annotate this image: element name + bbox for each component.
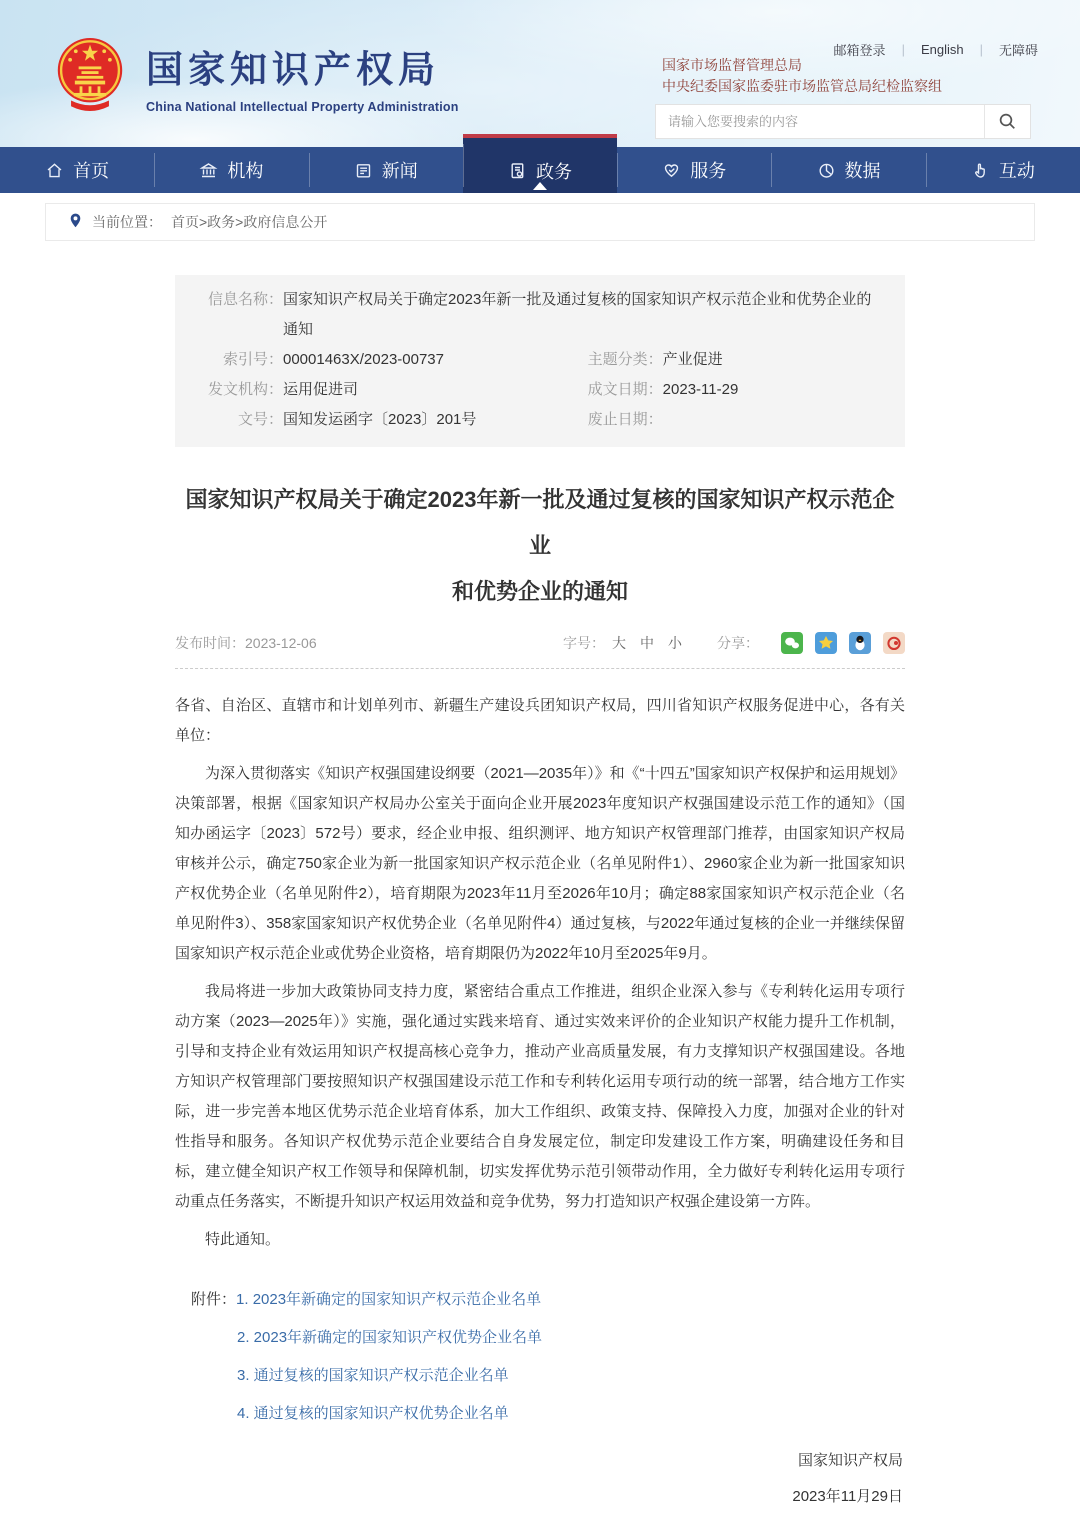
paragraph-3: 特此通知。 — [205, 1230, 281, 1248]
info-topic-value: 产业促进 — [662, 351, 723, 368]
qq-share-icon[interactable] — [849, 632, 871, 654]
nav-tab-interact[interactable]: 互动 — [926, 147, 1080, 193]
search-button[interactable] — [984, 105, 1030, 138]
discipline-inspection-link[interactable]: 中央纪委国家监委驻市场监管总局纪检监察组 — [662, 78, 942, 94]
site-name-english: China National Intellectual Property Administration — [146, 100, 459, 114]
mail-login-link[interactable]: 邮箱登录 — [833, 43, 886, 58]
info-name-label: 信息名称： — [207, 291, 283, 308]
nav-tab-home[interactable]: 首页 — [0, 147, 154, 193]
search-input[interactable] — [656, 105, 984, 138]
wechat-share-icon[interactable] — [781, 632, 803, 654]
interact-icon — [971, 161, 990, 180]
main-nav — [0, 147, 1080, 193]
nav-tab-gov-affairs[interactable]: 政务 — [463, 134, 617, 193]
salutation: 各省、自治区、直辖市和计划单列市、新疆生产建设兵团知识产权局，四川省知识产权服务促进中心，各有关单位： — [175, 696, 905, 744]
home-icon — [45, 161, 64, 180]
paragraph-2: 我局将进一步加大政策协同支持力度，紧密结合重点工作推进，组织企业深入参与《专利转化运用专项行动方案（2023—2025年）》实施，强化通过实践来培育、通过实效来评价的企业知识产权能力提升工作机制，引导和支持企业有效运用知识产权提高核心竞争力，推动产业高质量发展，有力支撑知识产权强国建设。各地方知识产权管理部门要按照知识产权强国建设示范工作和专利转化运用专项行动的统一部署，结合地方工作实际，进一步完善本地区优势示范企业培育体系，加大工作组织、政策支持、保障投入力度，加强对企业的针对性指导和服务。各知识产权优势示范企业要结合自身发展定位，制定印发建设工作方案，明确建设任务和目标，建立健全知识产权工作领导和保障机制，切实发挥优势示范引领带动作用，全力做好专利转化运用专项行动重点任务落实，不断提升知识产权运用效益和竞争优势，努力打造知识产权强企建设第一方阵。 — [175, 982, 905, 1210]
font-size-medium-button[interactable]: 中 — [640, 634, 654, 651]
document-title: 国家知识产权局关于确定2023年新一批及通过复核的国家知识产权示范企业 和优势企业的通知 — [185, 487, 895, 605]
info-index-value: 00001463X/2023-00737 — [283, 351, 444, 368]
search-icon — [998, 112, 1017, 131]
signature-org: 国家知识产权局 — [797, 1451, 903, 1469]
breadcrumb-path[interactable]: 首页>政务>政府信息公开 — [171, 214, 328, 230]
attachments-list — [175, 1281, 905, 1433]
info-index-label: 索引号： — [222, 351, 283, 368]
divider: | — [979, 42, 983, 57]
data-icon — [817, 161, 836, 180]
document-signature — [175, 1443, 905, 1515]
publish-date: 2023-12-06 — [245, 634, 317, 651]
related-org-links — [662, 55, 942, 97]
info-repeal-label: 废止日期： — [587, 411, 663, 428]
service-icon — [662, 161, 681, 180]
nav-tab-data[interactable]: 数据 — [771, 147, 925, 193]
attachment-link-3[interactable]: 3. 通过复核的国家知识产权示范企业名单 — [237, 1366, 509, 1384]
weibo-share-icon[interactable] — [883, 632, 905, 654]
site-logo[interactable] — [54, 34, 459, 119]
english-link[interactable]: English — [920, 42, 964, 57]
nav-tab-institution[interactable]: 机构 — [154, 147, 308, 193]
signature-date: 2023年11月29日 — [792, 1487, 903, 1505]
institution-icon — [199, 161, 218, 180]
breadcrumb-label: 当前位置： — [92, 214, 162, 230]
info-agency-value: 运用促进司 — [283, 381, 359, 398]
nav-tab-service[interactable]: 服务 — [617, 147, 771, 193]
site-header — [0, 0, 1080, 147]
page-content — [45, 241, 1035, 1515]
font-size-small-button[interactable]: 小 — [668, 634, 682, 651]
info-name-value: 国家知识产权局关于确定2023年新一批及通过复核的国家知识产权示范企业和优势企业的通知 — [283, 291, 872, 338]
publish-time: 发布时间：2023-12-06 — [175, 634, 317, 651]
site-search — [655, 104, 1031, 139]
national-emblem-icon — [54, 34, 126, 119]
info-docno-value: 国知发运函字〔2023〕201号 — [283, 411, 477, 428]
accessibility-link[interactable]: 无障碍 — [998, 43, 1038, 58]
font-size-large-button[interactable]: 大 — [612, 634, 626, 651]
active-tab-arrow — [533, 182, 547, 190]
info-docno-label: 文号： — [237, 411, 283, 428]
nav-tab-news[interactable]: 新闻 — [309, 147, 463, 193]
document-meta-row — [175, 632, 905, 669]
gov-affairs-icon — [508, 161, 527, 180]
samr-link[interactable]: 国家市场监督管理总局 — [662, 57, 802, 73]
breadcrumb — [45, 203, 1035, 241]
news-icon — [354, 161, 373, 180]
attachments-label: 附件： — [191, 1290, 237, 1308]
info-date-label: 成文日期： — [587, 381, 663, 398]
attachment-link-1[interactable]: 1. 2023年新确定的国家知识产权示范企业名单 — [236, 1290, 542, 1308]
share-label: 分享： — [717, 634, 759, 651]
attachment-link-4[interactable]: 4. 通过复核的国家知识产权优势企业名单 — [237, 1404, 509, 1422]
attachment-link-2[interactable]: 2. 2023年新确定的国家知识产权优势企业名单 — [237, 1328, 543, 1346]
divider: | — [901, 42, 905, 57]
font-size-label: 字号： — [563, 634, 605, 651]
info-topic-label: 主题分类： — [587, 351, 663, 368]
paragraph-1: 为深入贯彻落实《知识产权强国建设纲要（2021—2035年）》和《“十四五”国家知识产权保护和运用规划》决策部署，根据《国家知识产权局办公室关于面向企业开展2023年度知识产权强国建设示范工作的通知》（国知办函运字〔2023〕572号）要求，经企业申报、组织测评、地方知识产权管理部门推荐，由国家知识产权局审核并公示，确定750家企业为新一批国家知识产权示范企业（名单见附件1）、2960家企业为新一批国家知识产权优势企业（名单见附件2），培育期限为2023年11月至2026年10月；确定88家国家知识产权示范企业（名单见附件3）、358家国家知识产权优势企业（名单见附件4）通过复核，与2022年通过复核的企业一并继续保留国家知识产权示范企业或优势企业资格，培育期限仍为2022年10月至2025年9月。 — [175, 764, 905, 962]
document-body — [175, 691, 905, 1255]
info-agency-label: 发文机构： — [207, 381, 283, 398]
document-info-panel — [175, 275, 905, 447]
site-name: 国家知识产权局 — [146, 49, 440, 90]
location-pin-icon — [68, 212, 83, 232]
info-date-value: 2023-11-29 — [662, 381, 739, 398]
qzone-share-icon[interactable] — [815, 632, 837, 654]
